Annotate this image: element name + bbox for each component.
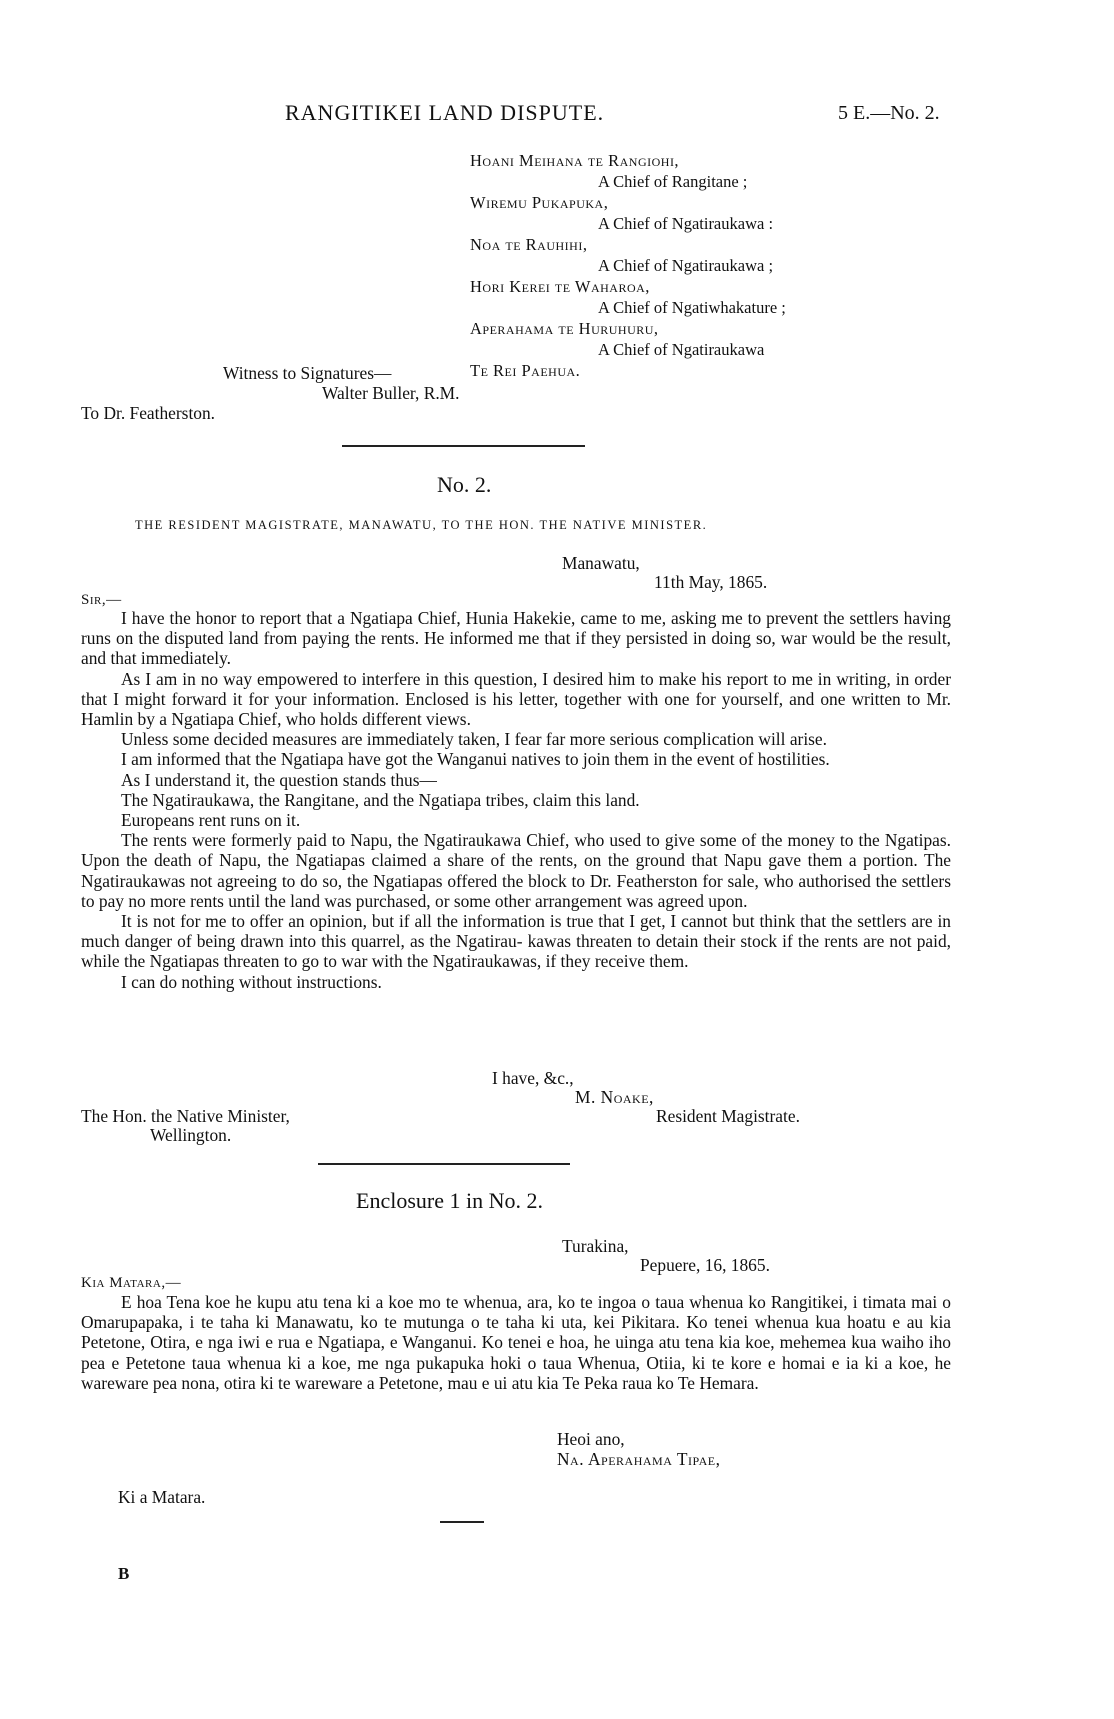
enclosure-signer: Na. Aperahama Tipae, [557, 1449, 721, 1469]
enclosure-closing: Heoi ano, [557, 1429, 625, 1449]
letter-subtitle: THE RESIDENT MAGISTRATE, MANAWATU, TO THE HON. THE NATIVE MINISTER. [135, 518, 708, 532]
section-divider [318, 1163, 570, 1165]
paragraph: I am informed that the Ngatiapa have got the Wanganui natives to join them in the event of hostilities. [121, 749, 830, 770]
page-reference: 5 E.—No. 2. [838, 102, 940, 124]
page-title: RANGITIKEI LAND DISPUTE. [285, 100, 605, 125]
closing: I have, &c., [492, 1068, 574, 1088]
signatory-name: Noa te Rauhihi, [470, 235, 588, 254]
signatory-title: A Chief of Ngatiraukawa [598, 340, 765, 359]
enclosure-salutation: Kia Matara,— [81, 1275, 182, 1291]
recipient-place: Wellington. [150, 1125, 232, 1145]
paragraph: The Ngatiraukawa, the Rangitane, and the Ngatiapa tribes, claim this land. [121, 789, 640, 810]
paragraph: The rents were formerly paid to Napu, the Ngatiraukawa Chief, who used to give some of the money to the Ngatipas. Upon the death of Napu, the Ngatiapas claimed a share of the rents, on the ground that Napu gave them a portion. The Ngatiraukawas not agreeing to do so, the Ngatiapas offered the block to Dr. Featherston for sale, who authorised the settlers to pay no more rents until the land was purchased, or some other arrangement was agreed upon. [81, 830, 951, 911]
signatory-title: A Chief of Ngatiwhakature ; [598, 298, 786, 317]
paragraph: Europeans rent runs on it. [121, 810, 301, 831]
enclosure-date: Pepuere, 16, 1865. [640, 1255, 770, 1275]
letter-place: Manawatu, [562, 553, 640, 573]
letter-number: No. 2. [437, 472, 492, 497]
signatory-title: A Chief of Ngatiraukawa ; [598, 256, 774, 275]
section-divider [440, 1521, 484, 1523]
paragraph: As I understand it, the question stands thus— [121, 769, 437, 790]
enclosure-place: Turakina, [562, 1236, 629, 1256]
paragraph: I have the honor to report that a Ngatiapa Chief, Hunia Hakekie, came to me, asking me to prevent the settlers having runs on the disputed land from paying the rents. He informed me that if they persisted in doing so, war would be the result, and that immediately. [81, 608, 951, 669]
witness-name: Walter Buller, R.M. [322, 383, 460, 403]
signatory-name: Hori Kerei te Waharoa, [470, 277, 650, 296]
salutation: Sir,— [81, 592, 122, 608]
paragraph: Unless some decided measures are immediately taken, I fear far more serious complication will arise. [121, 729, 827, 750]
signatory-name: Aperahama te Huruhuru, [470, 319, 659, 338]
recipient: The Hon. the Native Minister, [81, 1106, 290, 1126]
letter-date: 11th May, 1865. [654, 572, 768, 592]
enclosure-title: Enclosure 1 in No. 2. [356, 1188, 543, 1213]
signatory-name: Te Rei Paehua. [470, 361, 581, 380]
signatory-name: Wiremu Pukapuka, [470, 193, 609, 212]
signatory-title: A Chief of Ngatiraukawa : [598, 214, 774, 233]
signer-title: Resident Magistrate. [656, 1106, 800, 1126]
paragraph: I can do nothing without instructions. [121, 971, 382, 992]
paragraph: E hoa Tena koe he kupu atu tena ki a koe mo te whenua, ara, ko te ingoa o taua whenua ko Rangitikei, i timata mai o Omarupapaka, i te taha ki Manawatu, ko te mutunga o te taha ki uta, kei Pikitara. Ko tenei whenua kua hoatu e au kia Petetone, Otira, e nga iwi e rua e Ngatiapa, e Wanganui. Ko tenei e hoa, he uinga atu tena kia koe, mehemea kua waiho iho pea e Petetone taua whenua ki a koe, me nga pukapuka hoki o taua Whenua, Otiia, ki te kore e homai e ia ki a koe, he wareware pea nona, otira ki te wareware a Petetone, mau e ui atu kia Te Peka raua ko Te Hemara. [81, 1292, 951, 1393]
signature-mark: B [118, 1564, 130, 1583]
addressee: To Dr. Featherston. [81, 403, 216, 423]
letter-body [81, 608, 951, 992]
enclosure-recipient: Ki a Matara. [118, 1487, 206, 1507]
signatory-title: A Chief of Rangitane ; [598, 172, 748, 191]
section-divider [342, 445, 585, 447]
enclosure-body [81, 1292, 951, 1393]
signer-name: M. Noake, [575, 1087, 654, 1107]
paragraph: As I am in no way empowered to interfere in this question, I desired him to make his report to me in writing, in order that I might forward it for your information. Enclosed is his letter, together with one for yourself, and one written to Mr. Hamlin by a Ngatiapa Chief, who holds different views. [81, 668, 951, 730]
signatory-name: Hoani Meihana te Rangiohi, [470, 151, 680, 170]
paragraph: It is not for me to offer an opinion, but if all the information is true that I get, I cannot but think that the settlers are in much danger of being drawn into this quarrel, as the Ngatirau- kawas threaten to detain their stock if the rents are not paid, while the Ngatiapas threaten to go to war with the Ngatiraukawas, if they receive them. [81, 911, 951, 972]
witness-label: Witness to Signatures— [223, 363, 392, 383]
signatory-list [470, 150, 786, 381]
